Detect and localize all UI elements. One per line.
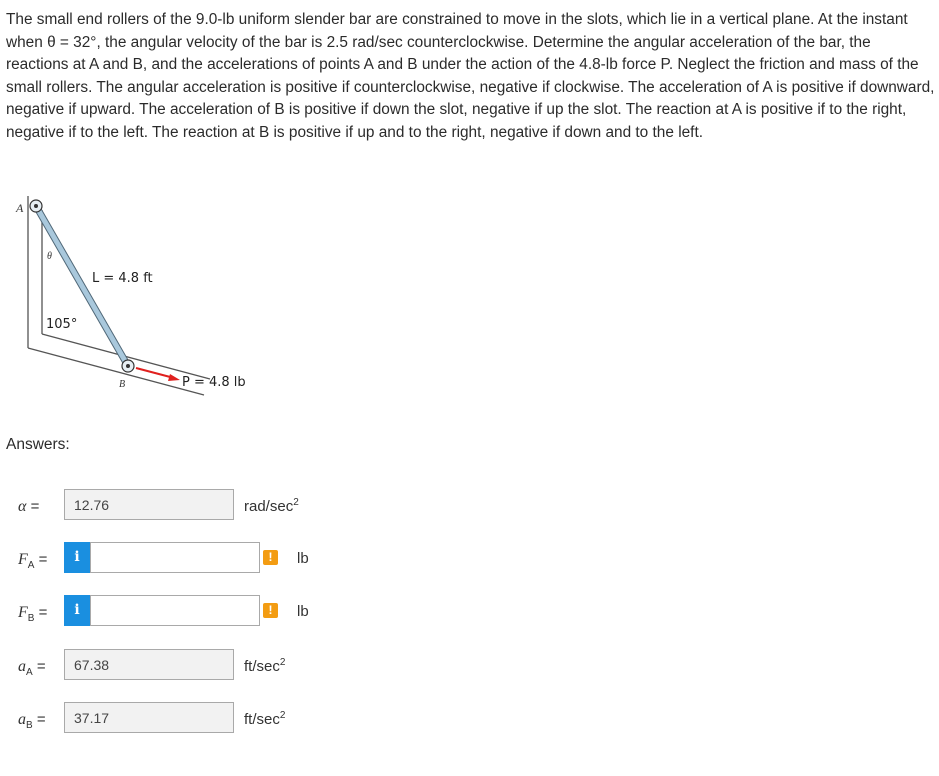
bar-diagram [12,160,252,400]
fa-input[interactable] [90,542,260,573]
aa-unit: $ft/\sec^2$ [244,657,286,675]
ab-label: $a_B$ = [18,711,46,731]
aa-input[interactable]: 67.38 [64,649,234,680]
fa-warning-icon: ! [263,550,278,565]
label-theta: θ [47,251,52,262]
label-a: A [16,201,24,215]
fa-info-button[interactable]: i [64,542,90,573]
fa-unit: lb [297,550,309,567]
alpha-unit: rad/$\sec^2$ [244,497,299,515]
label-b: B [119,379,126,390]
label-105: 105° [46,317,78,332]
fb-info-button[interactable]: i [64,595,90,626]
fb-label: $F_B$ = [18,604,48,624]
alpha-label: α = [18,498,40,515]
problem-statement: The small end rollers of the 9.0-lb uniform slender bar are constrained to move in the slots, which lie in a vertical plane. At the instant when θ = 32°, the angular velocity of the bar is 2.5 rad/sec counterclockwise. Determine the angular acceleration of the bar, the reactions at A and B, and the accelerations of points A and B under the action of the 4.8-lb force P. Neglect the friction and mass of the small rollers. The angular acceleration is positive if counterclockwise, negative if clockwise. The acceleration of A is positive if downward, negative if upward. The acceleration of B is positive if down the slot, negative if up the slot. The reaction at A is positive if to the right, negative if to the left. The reaction at B is positive if up and to the right, negative if down and to the left. [6,11,935,141]
label-force: P = 4.8 lb [182,375,246,390]
fb-unit: lb [297,603,309,620]
fb-warning-icon: ! [263,603,278,618]
aa-label: $a_A$ = [18,658,46,678]
answers-heading: Answers: [6,436,70,453]
fb-input[interactable] [90,595,260,626]
label-length: L = 4.8 ft [92,271,153,286]
problem-figure [12,160,252,400]
ab-unit: $ft/\sec^2$ [244,710,286,728]
alpha-input[interactable]: 12.76 [64,489,234,520]
fa-label: $F_A$ = [18,551,48,571]
ab-input[interactable]: 37.17 [64,702,234,733]
